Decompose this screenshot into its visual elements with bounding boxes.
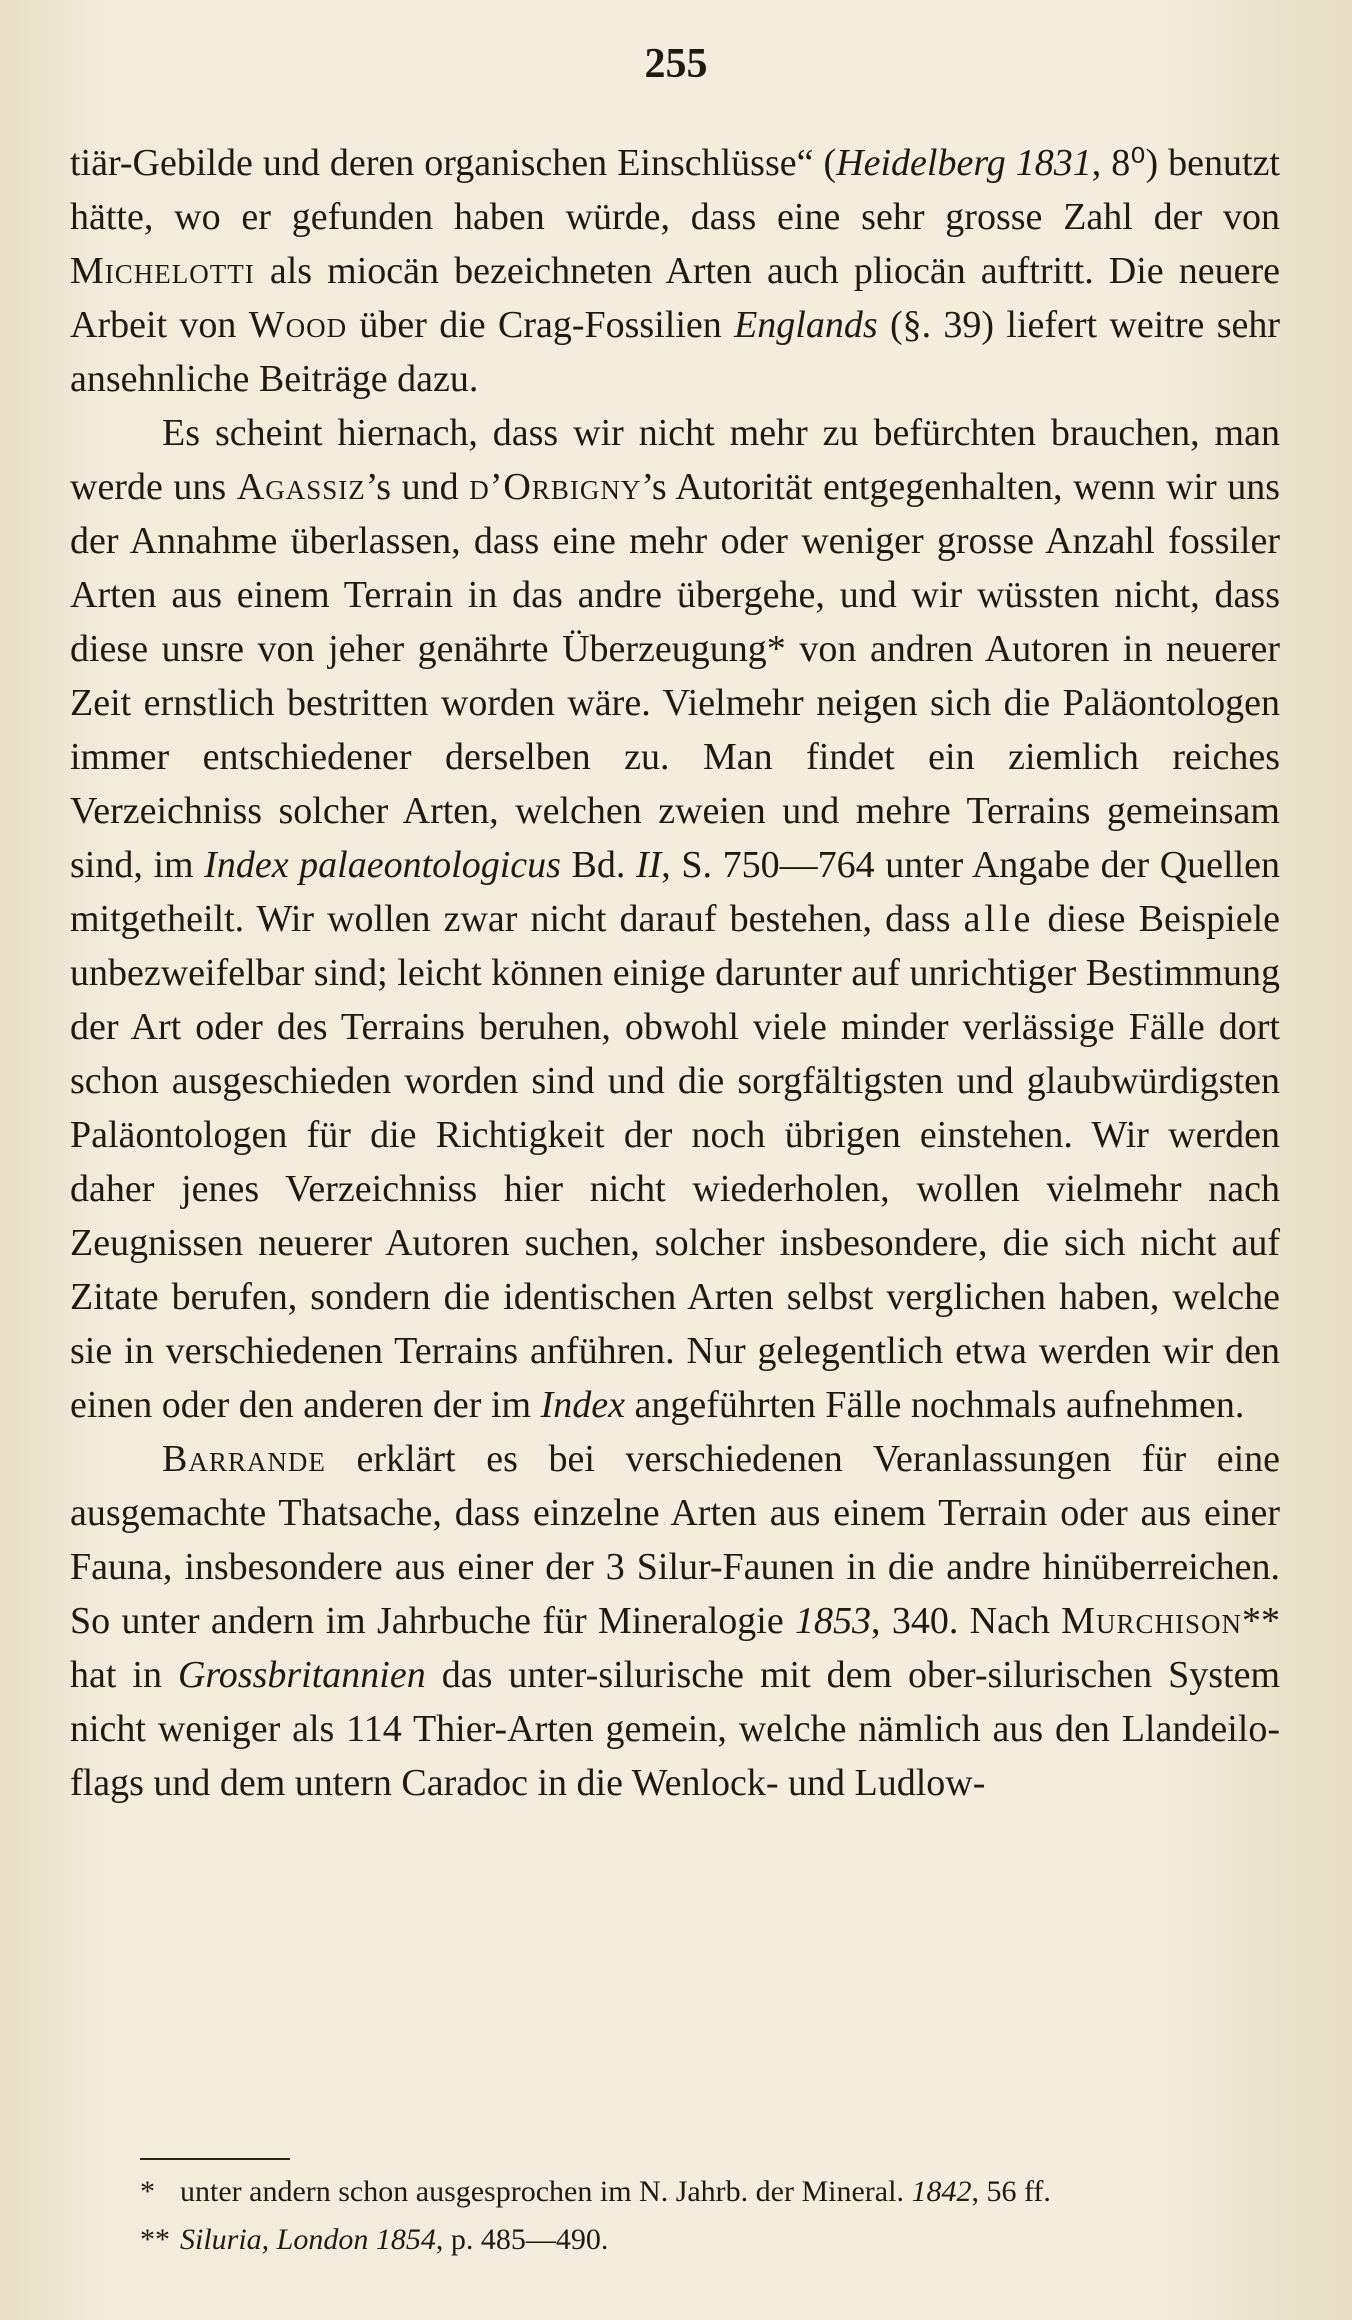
footnote: [140, 2216, 1280, 2264]
text-run: Es scheint hiernach, dass wir nicht mehr zu befürchten brauchen, man werde uns: [70, 412, 1280, 508]
styled-text-i: Englands: [734, 304, 878, 346]
text-run: ** hat in: [70, 1600, 1280, 1696]
styled-text-i: Heidelberg 1831: [836, 142, 1092, 184]
text-run: (§. 39) liefert weitre sehr ansehnliche Beiträge dazu.: [70, 304, 1280, 400]
styled-text-i: 1853: [795, 1600, 872, 1642]
footnote: [140, 2168, 1280, 2216]
paragraph: [70, 406, 1280, 1432]
text-run: erklärt es bei verschiedenen Veranlassungen für eine ausgemachte Thatsache, dass einzelne Arten aus einem Terrain oder aus einer Fauna, insbesondere aus einer der 3 Silur-Faunen in die andre hinüberreichen. So unter andern im Jahrbuche für Mineralogie: [70, 1438, 1280, 1642]
text-run: , p. 485—490.: [435, 2223, 609, 2256]
text-run: über die Crag-Fossilien: [347, 304, 735, 346]
styled-text-spaced: alle: [963, 898, 1035, 940]
text-run: , S. 750—764 unter Angabe der Quellen mitgetheilt. Wir wollen zwar nicht darauf bestehen, dass: [70, 844, 1281, 940]
styled-text-sc: Barrande: [162, 1438, 326, 1480]
text-run: ’s Autorität entgegenhalten, wenn wir uns der Annahme überlassen, dass eine mehr oder weniger grosse Anzahl fossiler Arten aus einem Terrain in das andre übergehe, und wir wüssten nicht, dass diese unsre von jeher genährte Überzeugung* von andren Autoren in neuerer Zeit ernstlich bestritten worden wäre. Vielmehr neigen sich die Paläontologen immer entschiedener derselben zu. Man findet ein ziemlich reiches Verzeichniss solcher Arten, welchen zweien und mehre Terrains gemeinsam sind, im: [70, 466, 1280, 886]
text-run: Bd.: [560, 844, 636, 886]
footnotes: [140, 2168, 1280, 2264]
styled-text-i: 1842: [911, 2175, 972, 2208]
styled-text-sc: Murchison: [1061, 1600, 1242, 1642]
text-run: , 56 ff.: [971, 2175, 1051, 2208]
text-run: diese Beispiele unbezweifelbar sind; leicht können einige darunter auf unrichtiger Bestimmung der Art oder des Terrains beruhen, obwohl viele minder verlässige Fälle dort schon ausgeschieden worden sind und die sorgfältigsten und glaubwürdigsten Paläontologen für die Richtigkeit der noch übrigen einstehen. Wir werden daher jenes Verzeichniss hier nicht wiederholen, wollen vielmehr nach Zeugnissen neuerer Autoren suchen, solcher insbesondere, die sich nicht auf Zitate berufen, sondern die identischen Arten selbst verglichen haben, welche sie in verschiedenen Terrains anführen. Nur gelegentlich etwa werden wir den einen oder den anderen der im: [70, 898, 1281, 1426]
styled-text-sc: d’Orbigny: [469, 466, 642, 508]
paragraph: [70, 136, 1280, 406]
styled-text-sc: Wood: [248, 304, 348, 346]
paragraph: [70, 1432, 1280, 1810]
styled-text-i: Grossbritannien: [177, 1654, 426, 1696]
text-run: als miocän bezeichneten Arten auch pliocän auftritt. Die neuere Arbeit von: [70, 250, 1280, 346]
footnote-mark: **: [140, 2223, 170, 2256]
page-number: 255: [644, 41, 708, 87]
footnote-mark: *: [140, 2175, 155, 2208]
styled-text-i: II: [635, 844, 662, 886]
text-run: , 340. Nach: [871, 1600, 1062, 1642]
body-text: [70, 136, 1280, 1810]
footnote-rule: [140, 2158, 290, 2160]
styled-text-sc: Michelotti: [70, 250, 255, 292]
styled-text-i: Siluria, London 1854: [180, 2223, 436, 2256]
text-run: , 8⁰) benutzt hätte, wo er gefunden haben würde, dass eine sehr grosse Zahl der von: [70, 142, 1280, 238]
styled-text-i: Index palaeontologicus: [204, 844, 561, 886]
styled-text-sc: Agassiz: [236, 466, 366, 508]
text-run: tiär-Gebilde und deren organischen Einschlüsse“ (: [70, 142, 837, 184]
text-run: unter andern schon ausgesprochen im N. Jahrb. der Mineral.: [180, 2175, 912, 2208]
text-run: das unter-silurische mit dem ober-silurischen System nicht weniger als 114 Thier-Arten gemein, welche nämlich aus den Llandeilo-flags und dem untern Caradoc in die Wenlock- und Ludlow-: [70, 1654, 1281, 1804]
text-run: angeführten Fälle nochmals aufnehmen.: [624, 1384, 1245, 1426]
text-run: ’s und: [365, 466, 470, 508]
styled-text-i: Index: [540, 1384, 625, 1426]
